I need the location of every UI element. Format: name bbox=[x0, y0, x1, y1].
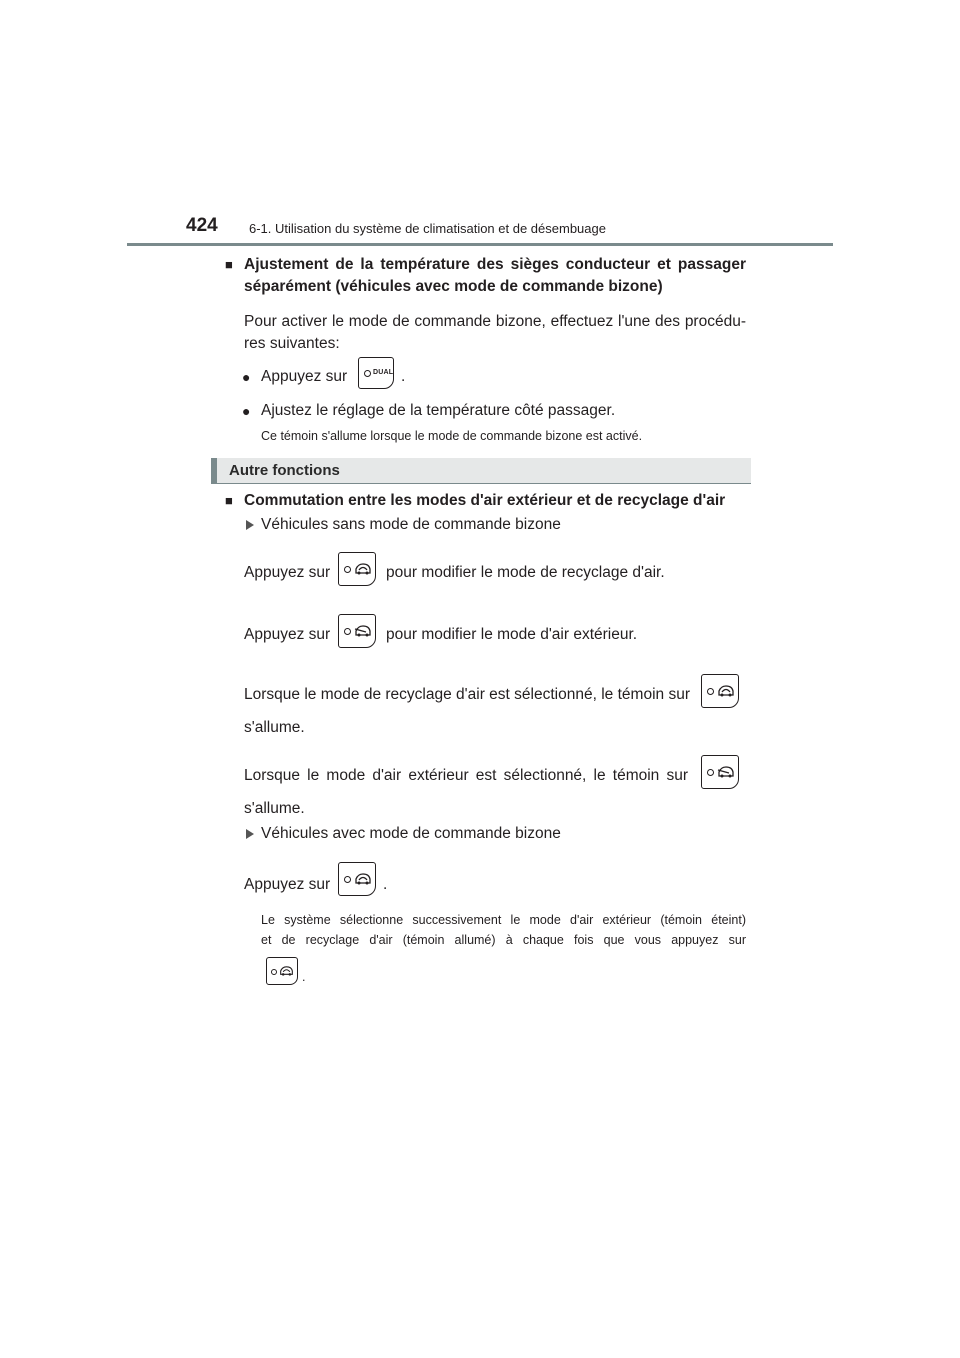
indicator-led-icon bbox=[344, 628, 351, 635]
air-recirculation-icon bbox=[354, 872, 372, 886]
indicator-led-icon bbox=[707, 769, 714, 776]
note-line2: et de recyclage d'air (témoin allumé) à chaque fois que vous appuyez sur bbox=[261, 933, 746, 947]
triangle-bullet-icon bbox=[246, 829, 254, 839]
variant-without-dual: Véhicules sans mode de commande bizone bbox=[261, 516, 561, 533]
air-recirculation-icon bbox=[354, 562, 372, 576]
step1-text: Appuyez sur bbox=[261, 368, 348, 385]
indicator-led-icon bbox=[271, 969, 277, 975]
outside-air-icon bbox=[717, 765, 735, 779]
outside-air-icon bbox=[354, 624, 372, 638]
air-recirculation-icon bbox=[279, 965, 294, 977]
intro-line1: Pour activer le mode de commande bizone, effectuez l'une des procédu- bbox=[244, 313, 746, 330]
press2-before: Appuyez sur bbox=[244, 626, 331, 643]
note-line1: Le système sélectionne successivement le mode d'air extérieur (témoin éteint) bbox=[261, 913, 746, 927]
press1-before: Appuyez sur bbox=[244, 564, 331, 581]
press3-before: Appuyez sur bbox=[244, 876, 331, 893]
square-bullet: ■ bbox=[225, 257, 233, 272]
recycle-line2: s'allume. bbox=[244, 719, 305, 736]
indicator-led-icon bbox=[364, 370, 371, 377]
dual-button[interactable] bbox=[358, 357, 394, 389]
section-heading-line1: Ajustement de la température des sièges conducteur et passager bbox=[244, 256, 746, 273]
press1-after: pour modifier le mode de recyclage d'air. bbox=[386, 564, 665, 581]
chapter-title: 6-1. Utilisation du système de climatisation et de désembuage bbox=[249, 221, 606, 236]
step1-end: . bbox=[401, 368, 406, 385]
dual-label: DUAL bbox=[373, 369, 394, 376]
outside-air-button[interactable] bbox=[338, 614, 376, 648]
recycle-line1: Lorsque le mode de recyclage d'air est sélectionné, le témoin sur bbox=[244, 686, 690, 703]
air-recirculation-icon bbox=[717, 684, 735, 698]
recirculation-button[interactable] bbox=[701, 674, 739, 708]
indicator-led-icon bbox=[707, 688, 714, 695]
intro-line2: res suivantes: bbox=[244, 335, 340, 352]
bullet-dot: ● bbox=[242, 403, 251, 419]
press2-after: pour modifier le mode d'air extérieur. bbox=[386, 626, 638, 643]
recirculation-button[interactable] bbox=[338, 552, 376, 586]
recirculation-button[interactable] bbox=[338, 862, 376, 896]
square-bullet: ■ bbox=[225, 493, 233, 508]
section2-heading: Commutation entre les modes d'air extérieur et de recyclage d'air bbox=[244, 492, 726, 509]
recirculation-button[interactable] bbox=[266, 957, 298, 985]
section-heading-line2: séparément (véhicules avec mode de commande bizone) bbox=[244, 278, 663, 295]
note-dual: Ce témoin s'allume lorsque le mode de commande bizone est activé. bbox=[261, 429, 643, 443]
indicator-led-icon bbox=[344, 876, 351, 883]
header-divider bbox=[127, 243, 833, 246]
variant-with-dual: Véhicules avec mode de commande bizone bbox=[261, 825, 561, 842]
page-number: 424 bbox=[186, 215, 218, 236]
step2-text: Ajustez le réglage de la température côté passager. bbox=[261, 402, 616, 419]
section-title: Autre fonctions bbox=[229, 462, 340, 479]
outside-line2: s'allume. bbox=[244, 800, 305, 817]
indicator-led-icon bbox=[344, 566, 351, 573]
outside-line1: Lorsque le mode d'air extérieur est sélectionné, le témoin sur bbox=[244, 767, 688, 784]
bullet-dot: ● bbox=[242, 369, 251, 385]
press3-after: . bbox=[383, 876, 388, 893]
outside-air-button[interactable] bbox=[701, 755, 739, 789]
note-end: . bbox=[302, 970, 306, 984]
triangle-bullet-icon bbox=[246, 520, 254, 530]
section-bar bbox=[211, 458, 751, 484]
